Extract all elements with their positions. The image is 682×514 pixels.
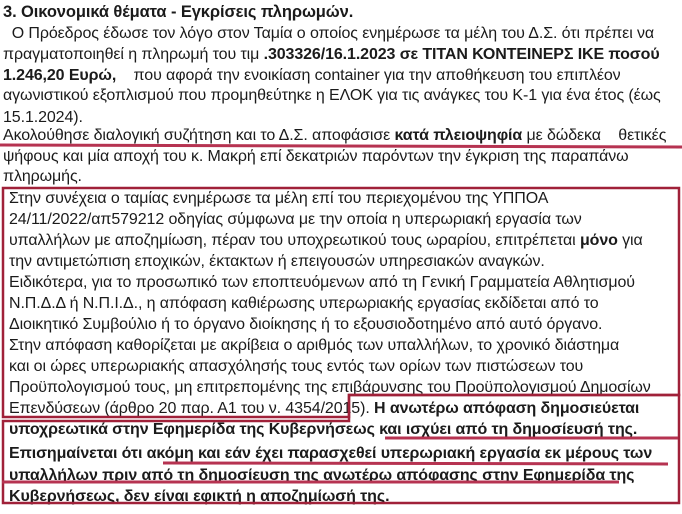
- text-line-12: [9, 251, 545, 272]
- text-segment-bold: 1.246,20 Ευρώ,: [3, 67, 117, 84]
- text-segment: πραγματοποιηθεί η πληρωμή του τιμ: [3, 46, 264, 63]
- text-line-8: [3, 166, 82, 187]
- text-segment: 24/11/2022/απ579212 οδηγίας σύμφωνα με την οποία η υπερωριακή εργασία των: [9, 211, 582, 228]
- text-segment-bold: Επισημαίνεται ότι ακόμη και εάν έχει παρασχεθεί υπερωριακή εργασία εκ μέρους των: [9, 445, 653, 462]
- text-segment-bold: Η ανωτέρω απόφαση δημοσιεύεται: [374, 400, 640, 417]
- text-segment: αγωνιστικού εξοπλισμού που προμηθεύτηκε η ΕΛΟΚ για τις ανάγκες του Κ-1 για ένα έτος (έως: [3, 87, 661, 104]
- text-line-10: [9, 209, 582, 230]
- text-line-23: [9, 486, 389, 507]
- text-line-16: [9, 335, 619, 356]
- text-line-15: [9, 314, 602, 335]
- text-line-20: [9, 419, 637, 440]
- text-segment: Ειδικότερα, για το προσωπικό των εποπτευόμενων από τη Γενική Γραμματεία Αθλητισμού: [9, 274, 635, 291]
- text-segment-bold: υποχρεωτικά στην Εφημερίδα της Κυβερνήσεως και ισχύει από τη δημοσίευσή της.: [9, 421, 638, 438]
- text-segment: με δώδεκα θετικές: [522, 127, 667, 144]
- text-segment: Στην απόφαση καθορίζεται με ακρίβεια ο αριθμός των υπαλλήλων, το χρονικό διάστημα: [9, 337, 620, 354]
- text-segment: που αφορά την ενοικίαση container για την αποθήκευση του επιπλέον: [116, 67, 621, 84]
- text-segment: Διοικητικό Συμβούλιο ή το όργανο διοίκησης ή το εξουσιοδοτημένο από αυτό όργανο.: [9, 316, 603, 333]
- text-line-2: [3, 44, 660, 65]
- text-segment: την αντιμετώπιση εποχικών, έκτακτων ή επειγουσών υπηρεσιακών αναγκών.: [9, 253, 545, 270]
- text-segment: Ν.Π.Δ.Δ ή Ν.Π.Ι.Δ., η απόφαση καθιέρωσης υπερωριακής εργασίας εκδίδεται από το: [9, 295, 599, 312]
- text-segment: για: [617, 232, 643, 249]
- text-line-9: [9, 188, 548, 209]
- text-segment-bold: υπαλλήλων πριν από τη δημοσίευση της ανωτέρω απόφασης στην Εφημερίδα της: [9, 467, 635, 484]
- text-segment: 15.1.2024).: [3, 109, 83, 126]
- text-segment-bold: κατά πλειοψηφία: [394, 127, 523, 144]
- text-line-21: [9, 443, 652, 464]
- text-segment: πληρωμής.: [3, 168, 82, 185]
- text-segment: Ο Πρόεδρος έδωσε τον λόγο στον Ταμία ο οποίος ενημέρωσε τα μέλη του Δ.Σ. ότι πρέπει να: [3, 25, 655, 42]
- text-segment-bold: μόνο: [579, 232, 618, 249]
- text-line-1: [3, 23, 654, 44]
- text-segment: Στην συνέχεια ο ταμίας ενημέρωσε τα μέλη επί του περιεχομένου της ΥΠΠΟΑ: [9, 190, 549, 207]
- text-segment: Προϋπολογισμού τους, μη επιτρεπομένης της επιβάρυνσης του Προϋπολογισμού Δημοσίων: [9, 379, 651, 396]
- text-line-22: [9, 465, 634, 486]
- text-segment: ψήφους και μία αποχή του κ. Μακρή επί δεκατριών παρόντων την έγκριση της παραπάνω: [3, 148, 629, 165]
- text-segment: Επενδύσεων (άρθρο 20 παρ. Α1 του ν. 4354/2015).: [9, 400, 375, 417]
- text-segment-bold: 3. Οικονομικά θέματα - Εγκρίσεις πληρωμών.: [3, 3, 354, 21]
- text-line-19: [9, 398, 639, 419]
- text-line-13: [9, 272, 635, 293]
- text-segment: υπαλλήλων με αποζημίωση, πέραν του υποχρεωτικού τους ωραρίου, επιτρέπεται: [9, 232, 580, 249]
- text-line-6: [3, 125, 666, 146]
- text-line-18: [9, 377, 651, 398]
- text-line-14: [9, 293, 599, 314]
- text-segment: και οι ώρες υπερωριακής απασχόλησής τους εντός των ορίων των πιστώσεων του: [9, 358, 584, 375]
- text-line-4: [3, 85, 661, 106]
- text-line-7: [3, 146, 629, 167]
- text-segment: Ακολούθησε διαλογική συζήτηση και το Δ.Σ. αποφάσισε: [3, 127, 395, 144]
- text-line-11: [9, 230, 643, 251]
- text-segment-bold: .303326/16.1.2023 σε ΤΙΤΑΝ ΚΟΝΤΕΙΝΕΡΣ ΙΚΕ ποσού: [263, 46, 660, 63]
- text-line-0: [3, 2, 353, 23]
- text-line-3: [3, 65, 621, 86]
- text-line-17: [9, 356, 583, 377]
- text-segment-bold: Κυβερνήσεως, δεν είναι εφικτή η αποζημίωσή της.: [9, 488, 390, 505]
